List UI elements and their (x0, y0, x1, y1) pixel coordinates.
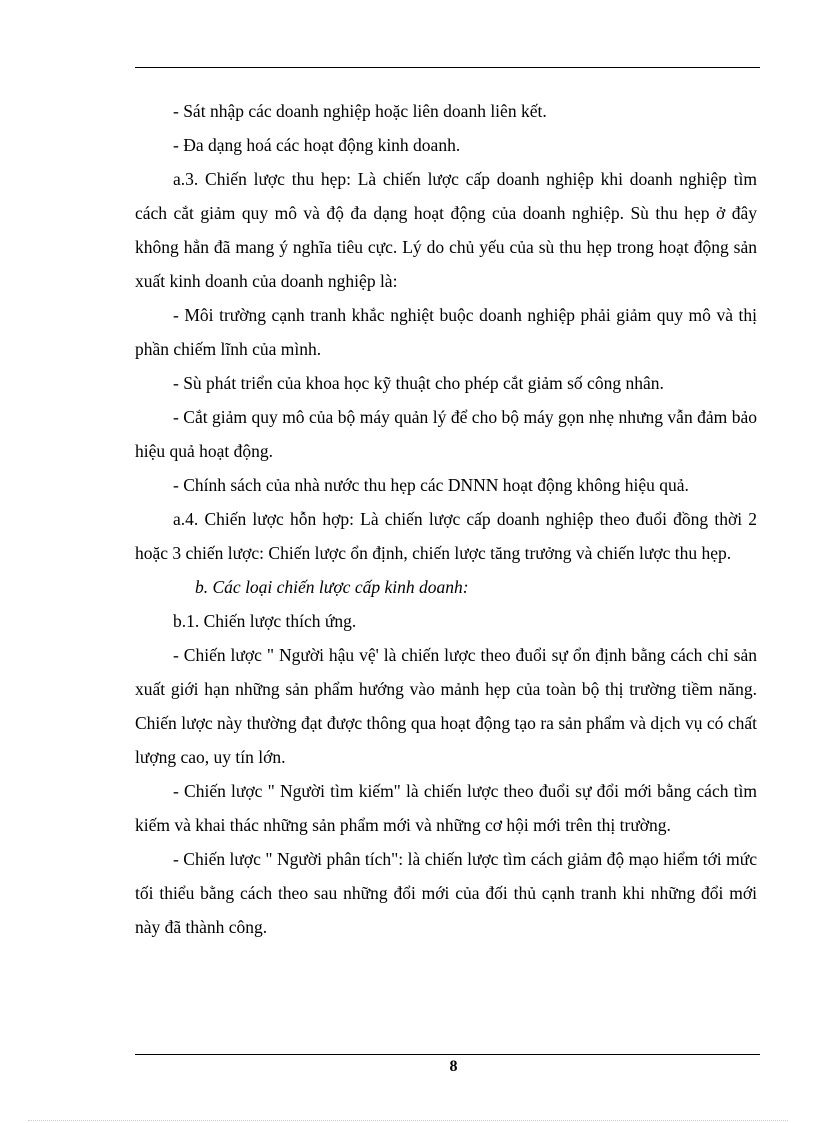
paragraph-defender-strategy: - Chiến lược " Người hậu vệ' là chiến lược theo đuổi sự ổn định bằng cách chỉ sản xuất giới hạn những sản phẩm hướng vào mảnh hẹp của toàn bộ thị trường tiềm năng. Chiến lược này thường đạt được thông qua hoạt động tạo ra sản phẩm và dịch vụ có chất lượng cao, uy tín lớn. (135, 645, 757, 767)
paragraph-management-downsizing: - Cắt giảm quy mô của bộ máy quản lý để cho bộ máy gọn nhẹ nhưng vẫn đảm bảo hiệu quả hoạt động. (135, 407, 757, 461)
paragraph-merger: - Sát nhập các doanh nghiệp hoặc liên doanh liên kết. (173, 101, 547, 121)
paragraph-analyzer-strategy: - Chiến lược " Người phân tích": là chiến lược tìm cách giảm độ mạo hiểm tới mức tối thiểu bằng cách theo sau những đổi mới của đối thủ cạnh tranh khi những đổi mới này đã thành công. (135, 849, 757, 937)
document-body (135, 94, 757, 944)
paragraph-a3-contraction-strategy: a.3. Chiến lược thu hẹp: Là chiến lược cấp doanh nghiệp khi doanh nghiệp tìm cách cắt giảm quy mô và độ đa dạng hoạt động của doanh nghiệp. Sù thu hẹp ở đây không hẳn đã mang ý nghĩa tiêu cực. Lý do chủ yếu của sù thu hẹp trong hoạt động sản xuất kinh doanh của doanh nghiệp là: (135, 169, 757, 291)
header-rule (135, 67, 760, 68)
paragraph-competitive-environment: - Môi trường cạnh tranh khắc nghiệt buộc doanh nghiệp phải giảm quy mô và thị phần chiếm lĩnh của mình. (135, 305, 757, 359)
page-edge-divider (28, 1120, 788, 1121)
paragraph-b1-adaptive-strategy: b.1. Chiến lược thích ứng. (173, 611, 357, 631)
paragraph-prospector-strategy: - Chiến lược " Người tìm kiếm" là chiến lược theo đuổi sự đổi mới bằng cách tìm kiếm và khai thác những sản phẩm mới và những cơ hội mới trên thị trường. (135, 781, 757, 835)
page-number: 8 (449, 1058, 458, 1075)
subheading-business-level-strategies: b. Các loại chiến lược cấp kinh doanh: (195, 577, 469, 597)
paragraph-a4-mixed-strategy: a.4. Chiến lược hỗn hợp: Là chiến lược cấp doanh nghiệp theo đuổi đồng thời 2 hoặc 3 chiến lược: Chiến lược ổn định, chiến lược tăng trưởng và chiến lược thu hẹp. (135, 509, 757, 563)
paragraph-technology-development: - Sù phát triển của khoa học kỹ thuật cho phép cắt giảm số công nhân. (173, 373, 664, 393)
paragraph-diversification: - Đa dạng hoá các hoạt động kinh doanh. (173, 135, 461, 155)
paragraph-state-policy: - Chính sách của nhà nước thu hẹp các DNNN hoạt động không hiệu quả. (173, 475, 689, 495)
